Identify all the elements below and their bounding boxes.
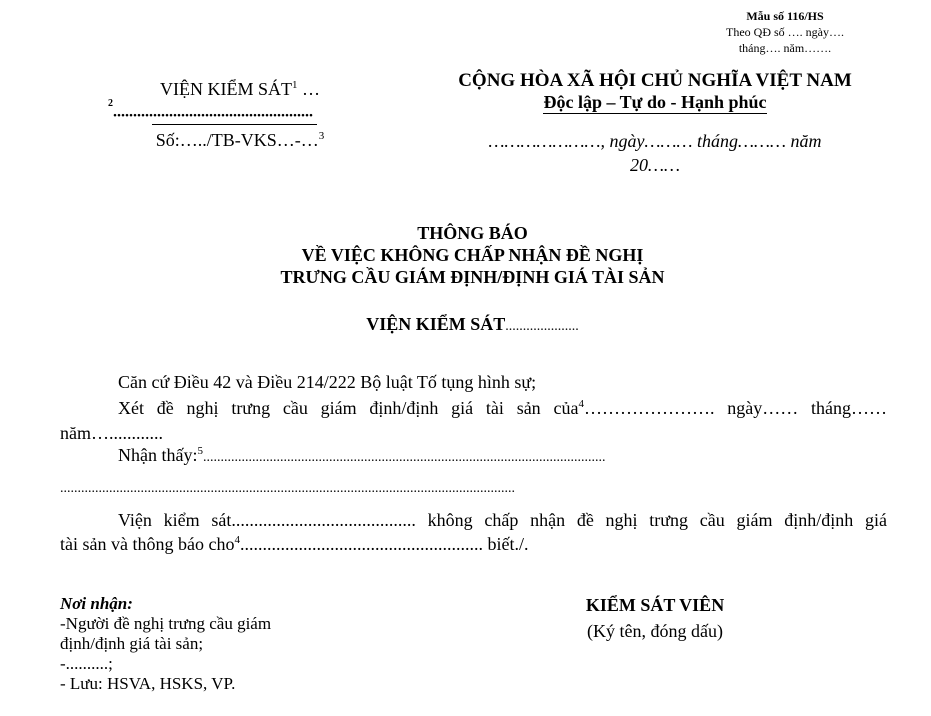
signer-title: KIỂM SÁT VIÊN bbox=[585, 595, 725, 615]
footnote-2: 2 bbox=[108, 98, 113, 109]
agency-suffix: … bbox=[297, 79, 320, 99]
sub-agency-line bbox=[108, 98, 313, 121]
agency-divider bbox=[152, 124, 317, 125]
recipient-item: -Người đề nghị trưng cầu giám bbox=[60, 614, 272, 633]
signer-note: (Ký tên, đóng dấu) bbox=[587, 621, 723, 641]
form-number: Mẫu số 116/HS bbox=[746, 9, 824, 23]
footnote-3: 3 bbox=[318, 130, 325, 142]
finding-dots: ................................................................................................................... bbox=[202, 450, 606, 465]
footnote-4b: 4 bbox=[234, 534, 240, 546]
decision-reference-line2: tháng…. năm……. bbox=[738, 41, 832, 55]
recipient-item: -..........; bbox=[60, 654, 113, 673]
agency-name-text: VIỆN KIỂM SÁT bbox=[160, 79, 292, 99]
decision-line2 bbox=[60, 534, 528, 555]
place-date-line1: …………………, ngày……… tháng……… năm bbox=[488, 131, 822, 151]
motto-text: Độc lập – Tự do - Hạnh phúc bbox=[543, 92, 767, 112]
place-date-line2: 20…… bbox=[629, 155, 680, 175]
issuer-dots: ..................... bbox=[505, 319, 579, 334]
issuer-heading bbox=[200, 314, 745, 335]
decision-reference-line1: Theo QĐ số …. ngày…. bbox=[726, 25, 844, 39]
consideration-suffix: …………………. ngày…… tháng…… bbox=[583, 398, 887, 418]
agency-name bbox=[90, 72, 390, 103]
signature-block bbox=[530, 592, 780, 644]
recipient-item: - Lưu: HSVA, HSKS, VP. bbox=[60, 674, 236, 693]
consideration-continued: năm…............ bbox=[60, 423, 163, 443]
title-line1: THÔNG BÁO bbox=[417, 223, 528, 243]
decision-line1: Viện kiểm sát......................................... không chấp nhận đề nghị trưng cầu giám định/định giá bbox=[118, 510, 887, 530]
footnote-1: 1 bbox=[292, 79, 298, 91]
country-name: CỘNG HÒA XÃ HỘI CHỦ NGHĨA VIỆT NAM bbox=[458, 70, 852, 91]
legal-basis: Căn cứ Điều 42 và Điều 214/222 Bộ luật Tố tụng hình sự; bbox=[118, 372, 537, 392]
recipient-item: định/định giá tài sản; bbox=[60, 634, 204, 653]
decision-suffix: ...................................................... biết./. bbox=[239, 534, 529, 554]
title-line3: TRƯNG CẦU GIÁM ĐỊNH/ĐỊNH GIÁ TÀI SẢN bbox=[280, 267, 665, 287]
recipients-block bbox=[60, 594, 271, 694]
decision-prefix: tài sản và thông báo cho bbox=[60, 534, 235, 554]
consideration-line bbox=[60, 398, 887, 419]
consideration-prefix: Xét đề nghị trưng cầu giám định/định giá tài sản của bbox=[118, 398, 579, 418]
issuer-label: VIỆN KIỂM SÁT bbox=[366, 314, 506, 334]
finding-label: Nhận thấy: bbox=[118, 445, 198, 465]
footnote-4: 4 bbox=[578, 398, 584, 410]
finding-line bbox=[60, 445, 605, 466]
national-motto bbox=[430, 92, 880, 113]
footnote-5: 5 bbox=[197, 445, 203, 457]
document-title bbox=[200, 222, 745, 288]
sub-agency-dots: .................................................. bbox=[113, 103, 313, 121]
form-reference bbox=[700, 8, 870, 56]
title-line2: VỀ VIỆC KHÔNG CHẤP NHẬN ĐỀ NGHỊ bbox=[301, 245, 644, 265]
document-number bbox=[90, 130, 390, 151]
finding-dots-line2: .................................................................................................................................. bbox=[60, 481, 515, 496]
document-number-text: Số:…../TB-VKS…-… bbox=[155, 130, 319, 150]
recipients-heading: Nơi nhận: bbox=[60, 594, 133, 613]
